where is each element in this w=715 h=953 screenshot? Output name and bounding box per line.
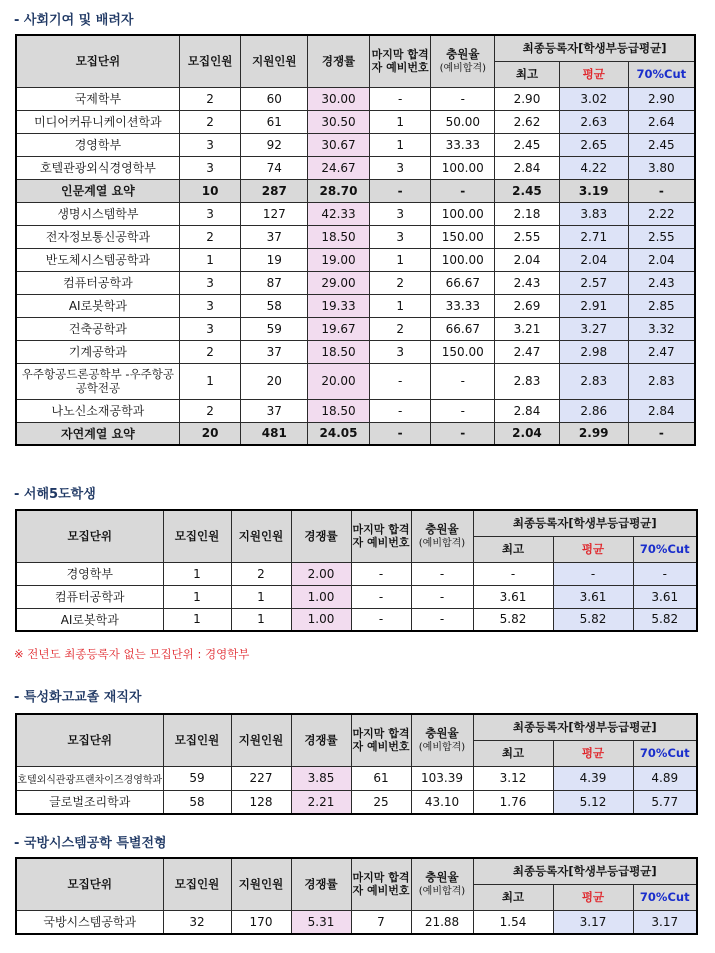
col-header-applicants: 지원인원: [231, 714, 291, 766]
cell-applicants: 37: [241, 340, 308, 363]
cell-avg: 3.61: [553, 585, 633, 608]
cell-last-waitlist: 1: [369, 248, 431, 271]
cell-cut70: -: [628, 179, 695, 202]
cell-best: 3.21: [495, 317, 560, 340]
cell-quota: 3: [179, 202, 241, 225]
cell-last-waitlist: 7: [351, 910, 411, 934]
cell-best: 2.69: [495, 294, 560, 317]
cell-quota: 1: [163, 585, 231, 608]
cell-unit: 전자정보통신공학과: [16, 225, 179, 248]
cell-avg: 2.04: [559, 248, 628, 271]
cell-ratio: 28.70: [308, 179, 370, 202]
cell-unit: 기계공학과: [16, 340, 179, 363]
col-header-cut70: 70%Cut: [633, 884, 697, 910]
cell-quota: 3: [179, 156, 241, 179]
table-body: [16, 766, 697, 814]
cell-best: 2.18: [495, 202, 560, 225]
cell-cut70: 5.77: [633, 790, 697, 814]
cell-fill-rate: 50.00: [431, 110, 495, 133]
cell-best: 1.76: [473, 790, 553, 814]
cell-last-waitlist: 2: [369, 317, 431, 340]
cell-applicants: 74: [241, 156, 308, 179]
col-header-fill-rate: [411, 858, 473, 910]
table-row: [16, 225, 695, 248]
col-header-final-group: 최종등록자[학생부등급평균]: [495, 35, 695, 61]
col-header-avg: 평균: [559, 61, 628, 87]
cell-cut70: 3.61: [633, 585, 697, 608]
table-row: [16, 156, 695, 179]
cell-avg: 3.17: [553, 910, 633, 934]
admission-table-social: [15, 34, 696, 446]
cell-applicants: 1: [231, 585, 291, 608]
cell-cut70: 3.80: [628, 156, 695, 179]
table-row: [16, 562, 697, 585]
table-row: [16, 790, 697, 814]
cell-cut70: 2.22: [628, 202, 695, 225]
cell-avg: 2.99: [559, 422, 628, 445]
cell-last-waitlist: 1: [369, 110, 431, 133]
cell-quota: 2: [179, 225, 241, 248]
cell-applicants: 2: [231, 562, 291, 585]
cell-ratio: 30.50: [308, 110, 370, 133]
cell-cut70: 2.43: [628, 271, 695, 294]
cell-quota: 2: [179, 110, 241, 133]
section-title-defense: - 국방시스템공학 특별전형: [14, 836, 167, 851]
cell-quota: 58: [163, 790, 231, 814]
cell-fill-rate: 150.00: [431, 225, 495, 248]
cell-best: 2.55: [495, 225, 560, 248]
cell-last-waitlist: 3: [369, 202, 431, 225]
cell-fill-rate: -: [411, 608, 473, 631]
cell-fill-rate: -: [431, 363, 495, 399]
cell-last-waitlist: -: [351, 608, 411, 631]
cell-fill-rate: 21.88: [411, 910, 473, 934]
cell-ratio: 30.67: [308, 133, 370, 156]
cell-quota: 3: [179, 294, 241, 317]
cell-quota: 32: [163, 910, 231, 934]
table-row: [16, 317, 695, 340]
col-header-fill-rate: [411, 714, 473, 766]
cell-cut70: 2.85: [628, 294, 695, 317]
cell-best: 2.43: [495, 271, 560, 294]
col-header-avg: 평균: [553, 740, 633, 766]
cell-fill-rate: 66.67: [431, 317, 495, 340]
admission-table-defense: [15, 857, 698, 935]
cell-applicants: 170: [231, 910, 291, 934]
cell-avg: 4.39: [553, 766, 633, 790]
cell-avg: 2.83: [559, 363, 628, 399]
cell-best: 2.47: [495, 340, 560, 363]
cell-ratio: 18.50: [308, 225, 370, 248]
cell-fill-rate: 100.00: [431, 156, 495, 179]
cell-ratio: 5.31: [291, 910, 351, 934]
cell-quota: 20: [179, 422, 241, 445]
cell-quota: 1: [163, 608, 231, 631]
cell-best: 5.82: [473, 608, 553, 631]
col-header-final-group: 최종등록자[학생부등급평균]: [473, 858, 697, 884]
cell-avg: 3.27: [559, 317, 628, 340]
col-header-cut70: 70%Cut: [633, 740, 697, 766]
col-header-cut70: 70%Cut: [628, 61, 695, 87]
cell-avg: 4.22: [559, 156, 628, 179]
cell-fill-rate: 100.00: [431, 248, 495, 271]
cell-cut70: 2.84: [628, 399, 695, 422]
cell-ratio: 24.05: [308, 422, 370, 445]
cell-unit: 인문계열 요약: [16, 179, 179, 202]
cell-ratio: 30.00: [308, 87, 370, 110]
cell-last-waitlist: 61: [351, 766, 411, 790]
cell-unit: 나노신소재공학과: [16, 399, 179, 422]
col-header-unit: 모집단위: [16, 714, 163, 766]
cell-unit: 자연계열 요약: [16, 422, 179, 445]
col-header-unit: 모집단위: [16, 35, 179, 87]
cell-quota: 1: [179, 363, 241, 399]
cell-best: 3.12: [473, 766, 553, 790]
cell-cut70: 2.83: [628, 363, 695, 399]
cell-avg: 2.63: [559, 110, 628, 133]
cell-best: 2.84: [495, 399, 560, 422]
cell-last-waitlist: 1: [369, 133, 431, 156]
table-row: [16, 87, 695, 110]
cell-last-waitlist: -: [351, 585, 411, 608]
cell-last-waitlist: -: [369, 87, 431, 110]
cell-quota: 2: [179, 87, 241, 110]
section-title-social: - 사회기여 및 배려자: [14, 13, 134, 28]
cell-last-waitlist: 1: [369, 294, 431, 317]
col-header-last-waitlist: 마지막 합격자 예비번호: [351, 510, 411, 562]
cell-unit: AI로봇학과: [16, 608, 163, 631]
cell-last-waitlist: -: [351, 562, 411, 585]
col-header-final-group: 최종등록자[학생부등급평균]: [473, 714, 697, 740]
cell-unit: 경영학부: [16, 562, 163, 585]
cell-applicants: 59: [241, 317, 308, 340]
fill-rate-sub: (예비합격): [418, 537, 466, 549]
cell-unit: 반도체시스템공학과: [16, 248, 179, 271]
cell-unit: 미디어커뮤니케이션학과: [16, 110, 179, 133]
cell-unit: 우주항공드론공학부 -우주항공공학전공: [16, 363, 179, 399]
col-header-best: 최고: [473, 536, 553, 562]
cell-quota: 10: [179, 179, 241, 202]
cell-last-waitlist: -: [369, 363, 431, 399]
cell-cut70: 2.45: [628, 133, 695, 156]
col-header-best: 최고: [473, 740, 553, 766]
cell-avg: 2.86: [559, 399, 628, 422]
cell-best: 1.54: [473, 910, 553, 934]
cell-ratio: 19.00: [308, 248, 370, 271]
cell-applicants: 60: [241, 87, 308, 110]
cell-best: 2.83: [495, 363, 560, 399]
col-header-quota: 모집인원: [179, 35, 241, 87]
cell-avg: 3.83: [559, 202, 628, 225]
cell-avg: 3.02: [559, 87, 628, 110]
cell-avg: 2.57: [559, 271, 628, 294]
col-header-quota: 모집인원: [163, 714, 231, 766]
table-body: [16, 562, 697, 631]
table-row: [16, 202, 695, 225]
col-header-ratio: 경쟁률: [291, 714, 351, 766]
cell-fill-rate: -: [431, 179, 495, 202]
cell-fill-rate: 33.33: [431, 294, 495, 317]
cell-best: -: [473, 562, 553, 585]
cell-quota: 59: [163, 766, 231, 790]
cell-fill-rate: 100.00: [431, 202, 495, 225]
cell-applicants: 61: [241, 110, 308, 133]
cell-avg: 5.12: [553, 790, 633, 814]
fill-rate-label: 충원율: [425, 521, 459, 536]
cell-unit: 경영학부: [16, 133, 179, 156]
col-header-avg: 평균: [553, 884, 633, 910]
col-header-last-waitlist: 마지막 합격자 예비번호: [351, 858, 411, 910]
col-header-applicants: 지원인원: [231, 510, 291, 562]
col-header-last-waitlist: 마지막 합격자 예비번호: [369, 35, 431, 87]
col-header-applicants: 지원인원: [231, 858, 291, 910]
cell-ratio: 18.50: [308, 340, 370, 363]
col-header-ratio: 경쟁률: [291, 858, 351, 910]
cell-cut70: 2.55: [628, 225, 695, 248]
cell-cut70: 5.82: [633, 608, 697, 631]
table-body: [16, 87, 695, 445]
table-row: [16, 179, 695, 202]
cell-avg: 2.91: [559, 294, 628, 317]
table-row: [16, 110, 695, 133]
fill-rate-sub: (예비합격): [418, 885, 466, 897]
cell-cut70: 2.90: [628, 87, 695, 110]
cell-cut70: 2.64: [628, 110, 695, 133]
cell-fill-rate: 103.39: [411, 766, 473, 790]
col-header-cut70: 70%Cut: [633, 536, 697, 562]
cell-unit: 호텔관광외식경영학부: [16, 156, 179, 179]
table-row: [16, 766, 697, 790]
cell-fill-rate: 43.10: [411, 790, 473, 814]
col-header-fill-rate: [431, 35, 495, 87]
cell-applicants: 37: [241, 225, 308, 248]
cell-applicants: 92: [241, 133, 308, 156]
cell-best: 2.90: [495, 87, 560, 110]
cell-unit: 호텔외식관광프랜차이즈경영학과: [16, 766, 163, 790]
note-text: ※ 전년도 최종등록자 없는 모집단위 : 경영학부: [14, 647, 250, 661]
cell-last-waitlist: 3: [369, 340, 431, 363]
cell-fill-rate: 66.67: [431, 271, 495, 294]
cell-applicants: 37: [241, 399, 308, 422]
cell-unit: 컴퓨터공학과: [16, 271, 179, 294]
cell-ratio: 18.50: [308, 399, 370, 422]
cell-applicants: 58: [241, 294, 308, 317]
cell-unit: 생명시스템학부: [16, 202, 179, 225]
cell-applicants: 20: [241, 363, 308, 399]
fill-rate-sub: (예비합격): [439, 62, 487, 74]
col-header-quota: 모집인원: [163, 510, 231, 562]
table-row: [16, 422, 695, 445]
cell-avg: 3.19: [559, 179, 628, 202]
admission-table-west-sea: [15, 509, 698, 632]
cell-ratio: 42.33: [308, 202, 370, 225]
table-row: [16, 133, 695, 156]
col-header-best: 최고: [495, 61, 560, 87]
cell-last-waitlist: 2: [369, 271, 431, 294]
cell-fill-rate: -: [411, 562, 473, 585]
cell-best: 3.61: [473, 585, 553, 608]
cell-applicants: 227: [231, 766, 291, 790]
cell-last-waitlist: -: [369, 399, 431, 422]
cell-ratio: 1.00: [291, 608, 351, 631]
cell-cut70: 3.17: [633, 910, 697, 934]
cell-best: 2.45: [495, 179, 560, 202]
table-row: [16, 910, 697, 934]
table-row: [16, 340, 695, 363]
cell-best: 2.45: [495, 133, 560, 156]
cell-fill-rate: -: [431, 399, 495, 422]
cell-fill-rate: -: [431, 87, 495, 110]
cell-unit: AI로봇학과: [16, 294, 179, 317]
cell-fill-rate: 33.33: [431, 133, 495, 156]
cell-unit: 건축공학과: [16, 317, 179, 340]
table-row: [16, 585, 697, 608]
cell-last-waitlist: -: [369, 422, 431, 445]
col-header-ratio: 경쟁률: [291, 510, 351, 562]
cell-unit: 국제학부: [16, 87, 179, 110]
cell-applicants: 19: [241, 248, 308, 271]
cell-avg: -: [553, 562, 633, 585]
section-title-west-sea: - 서해5도학생: [14, 487, 96, 502]
col-header-final-group: 최종등록자[학생부등급평균]: [473, 510, 697, 536]
fill-rate-sub: (예비합격): [418, 741, 466, 753]
cell-ratio: 19.67: [308, 317, 370, 340]
col-header-quota: 모집인원: [163, 858, 231, 910]
cell-ratio: 2.00: [291, 562, 351, 585]
cell-avg: 2.65: [559, 133, 628, 156]
cell-ratio: 19.33: [308, 294, 370, 317]
table-row: [16, 294, 695, 317]
col-header-applicants: 지원인원: [241, 35, 308, 87]
table-row: [16, 363, 695, 399]
cell-quota: 2: [179, 399, 241, 422]
cell-ratio: 29.00: [308, 271, 370, 294]
cell-last-waitlist: 3: [369, 225, 431, 248]
cell-ratio: 24.67: [308, 156, 370, 179]
fill-rate-label: 충원율: [425, 725, 459, 740]
cell-avg: 2.71: [559, 225, 628, 248]
cell-last-waitlist: -: [369, 179, 431, 202]
cell-fill-rate: -: [431, 422, 495, 445]
cell-quota: 3: [179, 271, 241, 294]
cell-cut70: 4.89: [633, 766, 697, 790]
cell-avg: 2.98: [559, 340, 628, 363]
cell-applicants: 1: [231, 608, 291, 631]
cell-unit: 국방시스템공학과: [16, 910, 163, 934]
cell-unit: 컴퓨터공학과: [16, 585, 163, 608]
cell-unit: 글로벌조리학과: [16, 790, 163, 814]
cell-avg: 5.82: [553, 608, 633, 631]
cell-applicants: 87: [241, 271, 308, 294]
cell-cut70: -: [633, 562, 697, 585]
fill-rate-label: 충원율: [425, 869, 459, 884]
col-header-ratio: 경쟁률: [308, 35, 370, 87]
cell-quota: 1: [163, 562, 231, 585]
col-header-last-waitlist: 마지막 합격자 예비번호: [351, 714, 411, 766]
cell-ratio: 3.85: [291, 766, 351, 790]
cell-applicants: 127: [241, 202, 308, 225]
cell-ratio: 20.00: [308, 363, 370, 399]
col-header-best: 최고: [473, 884, 553, 910]
cell-cut70: -: [628, 422, 695, 445]
fill-rate-label: 충원율: [446, 46, 480, 61]
section-title-vocational: - 특성화고교졸 재직자: [14, 690, 142, 705]
table-body: [16, 910, 697, 934]
cell-cut70: 2.04: [628, 248, 695, 271]
cell-fill-rate: 150.00: [431, 340, 495, 363]
cell-applicants: 481: [241, 422, 308, 445]
table-row: [16, 608, 697, 631]
col-header-unit: 모집단위: [16, 510, 163, 562]
cell-cut70: 3.32: [628, 317, 695, 340]
cell-best: 2.04: [495, 422, 560, 445]
table-row: [16, 271, 695, 294]
cell-ratio: 1.00: [291, 585, 351, 608]
cell-applicants: 287: [241, 179, 308, 202]
cell-last-waitlist: 25: [351, 790, 411, 814]
admission-table-vocational: [15, 713, 698, 815]
cell-quota: 3: [179, 317, 241, 340]
cell-cut70: 2.47: [628, 340, 695, 363]
col-header-fill-rate: [411, 510, 473, 562]
cell-applicants: 128: [231, 790, 291, 814]
table-row: [16, 399, 695, 422]
cell-last-waitlist: 3: [369, 156, 431, 179]
cell-quota: 3: [179, 133, 241, 156]
cell-ratio: 2.21: [291, 790, 351, 814]
cell-best: 2.62: [495, 110, 560, 133]
table-row: [16, 248, 695, 271]
cell-best: 2.04: [495, 248, 560, 271]
col-header-avg: 평균: [553, 536, 633, 562]
col-header-unit: 모집단위: [16, 858, 163, 910]
cell-fill-rate: -: [411, 585, 473, 608]
cell-quota: 1: [179, 248, 241, 271]
cell-best: 2.84: [495, 156, 560, 179]
cell-quota: 2: [179, 340, 241, 363]
